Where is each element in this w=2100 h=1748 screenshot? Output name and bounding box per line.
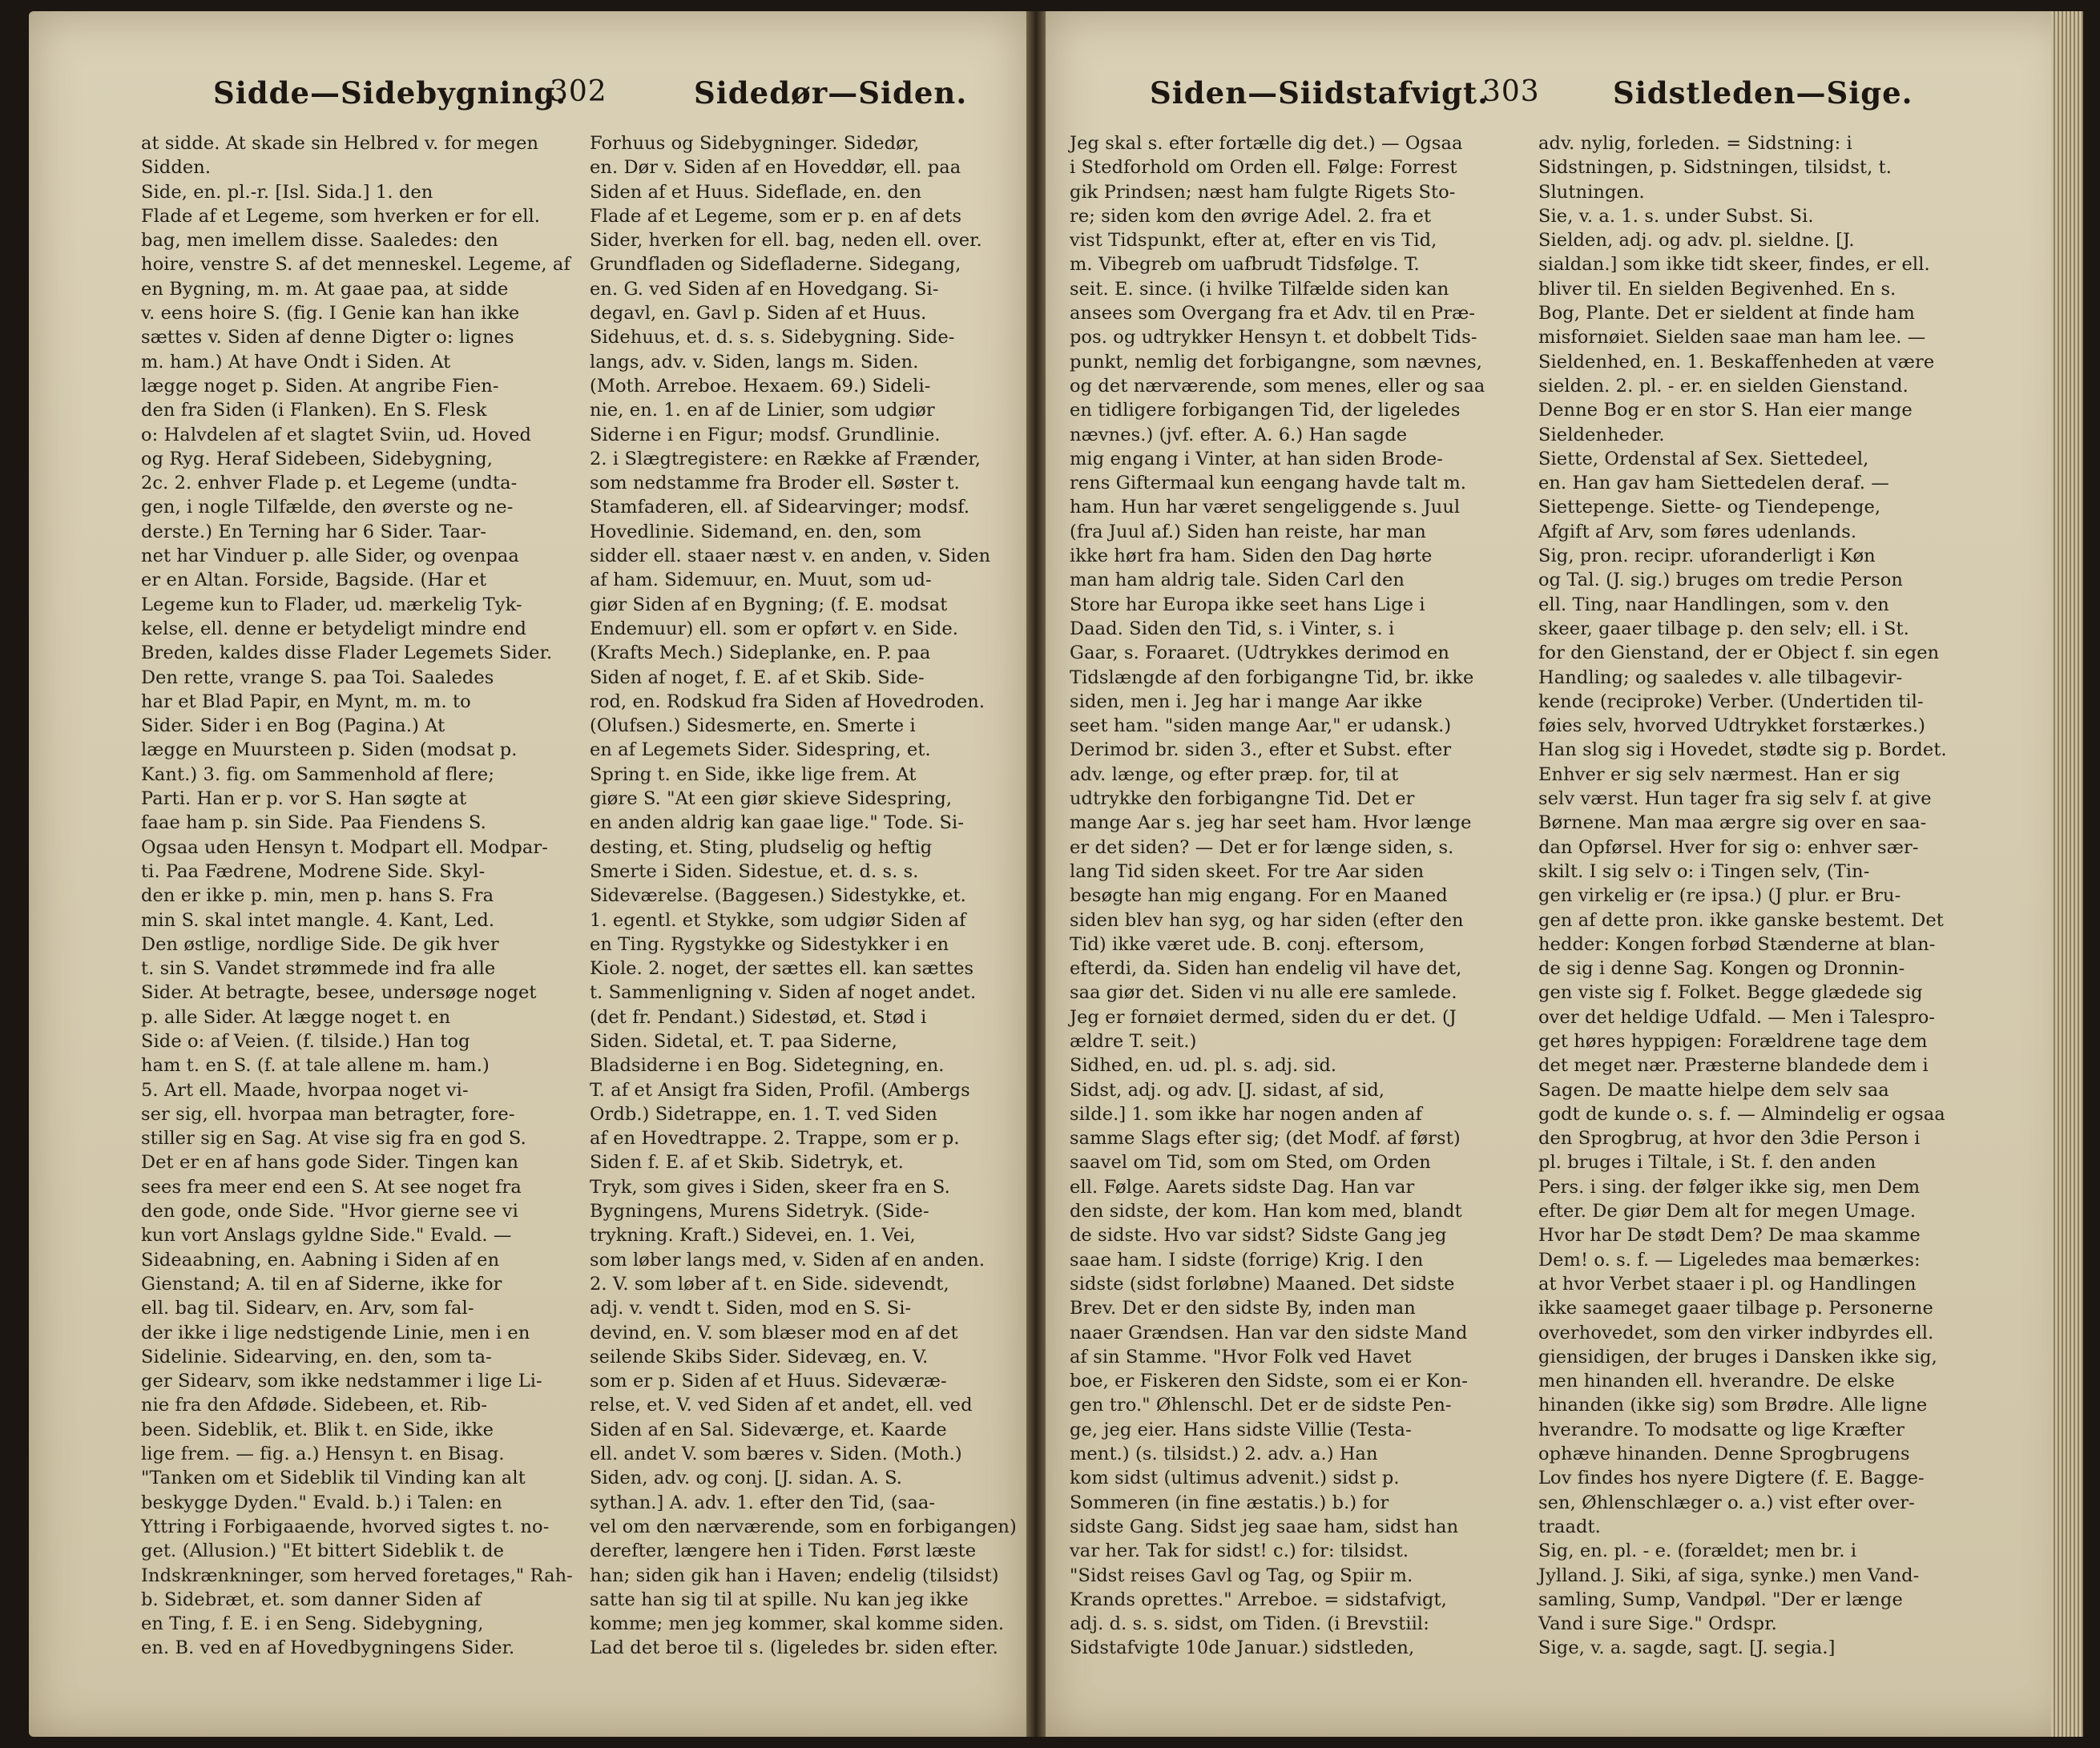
text-line: føies selv, hvorved Udtrykket forstærkes.) <box>1538 715 1925 737</box>
text-line: Daad. Siden den Tid, s. i Vinter, s. i <box>1070 618 1395 639</box>
text-line: pos. og udtrykker Hensyn t. et dobbelt Tids- <box>1070 327 1477 348</box>
text-line: t. Sammenligning v. Siden af noget andet. <box>590 982 977 1004</box>
text-line: adj. v. vendt t. Siden, mod en S. Si- <box>590 1298 912 1319</box>
book-gutter <box>1026 11 1046 1737</box>
text-line: Børnene. Man maa ærgre sig over en saa- <box>1538 812 1927 834</box>
text-line: desting, et. Sting, pludselig og heftig <box>590 836 933 858</box>
text-line: saae ham. I sidste (forrige) Krig. I den <box>1070 1249 1424 1271</box>
text-line: ophæve hinanden. Denne Sprogbrugens <box>1538 1444 1910 1465</box>
text-line: den Sprogbrug, at hvor den 3die Person i <box>1538 1128 1921 1150</box>
text-line: Siden. Sidetal, et. T. paa Siderne, <box>590 1030 898 1052</box>
text-line: Sidden. <box>141 157 212 179</box>
text-line: en tidligere forbigangen Tid, der ligeledes <box>1070 400 1461 421</box>
text-line: Sidstafvigte 10de Januar.) sidstleden, <box>1070 1637 1415 1659</box>
text-line: adj. d. s. s. sidst, om Tiden. (i Brevstiil: <box>1070 1613 1429 1635</box>
text-line: Ogsaa uden Hensyn t. Modpart ell. Modpar- <box>141 836 548 858</box>
text-line: ell. bag til. Sidearv, en. Arv, som fal- <box>141 1298 474 1319</box>
text-line: Krands oprettes." Arreboe. = sidstafvigt, <box>1070 1589 1447 1610</box>
text-line: Legeme kun to Flader, ud. mærkelig Tyk- <box>141 594 522 615</box>
text-line: komme; men jeg kommer, skal komme siden. <box>590 1613 1005 1635</box>
text-line: seilende Skibs Sider. Sidevæg, en. V. <box>590 1346 929 1367</box>
text-line: Lov findes hos nyere Digtere (f. E. Bagge- <box>1538 1468 1925 1489</box>
text-line: Jeg skal s. efter fortælle dig det.) — Ogsaa <box>1070 133 1463 154</box>
text-line: hverandre. To modsatte og lige Kræfter <box>1538 1419 1905 1440</box>
text-line: samme Slags efter sig; (det Modf. af først) <box>1070 1128 1461 1150</box>
text-line: 5. Art ell. Maade, hvorpaa noget vi- <box>141 1079 469 1101</box>
text-line: Sider, hverken for ell. bag, neden ell. over. <box>590 230 982 252</box>
text-line: hedder: Kongen forbød Stænderne at blan- <box>1538 933 1936 955</box>
text-line: Sieldenheder. <box>1538 424 1665 445</box>
text-line: Lad det beroe til s. (ligeledes br. siden efter. <box>590 1637 998 1659</box>
text-line: re; siden kom den øvrige Adel. 2. fra et <box>1070 205 1432 227</box>
text-line: en af Legemets Sider. Sidespring, et. <box>590 739 931 761</box>
text-line: som er p. Siden af et Huus. Sideværæ- <box>590 1371 947 1392</box>
text-line: og det nærværende, som menes, eller og saa <box>1070 375 1485 397</box>
text-line: "Tanken om et Sideblik til Vinding kan alt <box>141 1468 526 1489</box>
text-line: Jeg er fornøiet dermed, siden du er det. (J <box>1070 1006 1457 1028</box>
text-line: Siden, adv. og conj. [J. sidan. A. S. <box>590 1468 903 1489</box>
text-line: 1. egentl. et Stykke, som udgiør Siden af <box>590 909 966 931</box>
text-line: udtrykke den forbigangne Tid. Det er <box>1070 788 1415 810</box>
text-line: af ham. Sidemuur, en. Muut, som ud- <box>590 570 932 591</box>
left-running-head <box>29 75 1026 123</box>
text-line: boe, er Fiskeren den Sidste, som ei er Kon- <box>1070 1371 1469 1392</box>
text-line: pl. bruges i Tiltale, i St. f. den anden <box>1538 1152 1876 1174</box>
text-line: bag, men imellem disse. Saaledes: den <box>141 230 498 252</box>
text-line: ikke hørt fra ham. Siden den Dag hørte <box>1070 546 1433 567</box>
text-line: Sidstningen, p. Sidstningen, tilsidst, t. <box>1538 157 1892 179</box>
text-line: satte han sig til at spille. Nu kan jeg ikke <box>590 1589 969 1610</box>
text-line: er det siden? — Det er for længe siden, s. <box>1070 836 1454 858</box>
text-line: Sommeren (in fine æstatis.) b.) for <box>1070 1492 1389 1513</box>
right-page-head-right: Sidstleden—Sige. <box>1613 75 1913 111</box>
text-line: mange Aar s. jeg har seet ham. Hvor længe <box>1070 812 1472 834</box>
text-line: over det heldige Udfald. — Men i Talespro- <box>1538 1006 1936 1028</box>
text-line: Flade af et Legeme, som er p. en af dets <box>590 205 962 227</box>
text-line: lægge en Muursteen p. Siden (modsat p. <box>141 739 518 761</box>
text-line: giensidigen, der bruges i Dansken ikke sig, <box>1538 1346 1937 1367</box>
text-line: saa giør det. Siden vi nu alle ere samlede. <box>1070 982 1457 1004</box>
text-line: sees fra meer end een S. At see noget fra <box>141 1176 522 1198</box>
text-line: den sidste, der kom. Han kom med, blandt <box>1070 1201 1462 1222</box>
text-line: langs, adv. v. Siden, langs m. Siden. <box>590 351 919 373</box>
text-line: Sie, v. a. 1. s. under Subst. Si. <box>1538 205 1814 227</box>
text-line: saavel om Tid, som om Sted, om Orden <box>1070 1152 1431 1174</box>
text-line: den er ikke p. min, men p. hans S. Fra <box>141 885 494 907</box>
text-line: Handling; og saaledes v. alle tilbagevir- <box>1538 667 1903 688</box>
text-line: lige frem. — fig. a.) Hensyn t. en Bisag. <box>141 1444 505 1465</box>
text-line: siden, men i. Jeg har i mange Aar ikke <box>1070 691 1423 712</box>
text-line: Kiole. 2. noget, der sættes ell. kan sættes <box>590 958 974 980</box>
text-line: af sin Stamme. "Hvor Folk ved Havet <box>1070 1346 1412 1367</box>
right-page <box>1046 11 2075 1737</box>
text-line: punkt, nemlig det forbigangne, som nævnes, <box>1070 351 1483 373</box>
text-line: Sielden, adj. og adv. pl. sieldne. [J. <box>1538 230 1855 252</box>
text-line: Flade af et Legeme, som hverken er for ell. <box>141 205 541 227</box>
text-line: overhovedet, som den virker indbyrdes ell. <box>1538 1322 1934 1343</box>
text-line: derefter, længere hen i Tiden. Først læste <box>590 1541 977 1562</box>
text-line: vel om den nærværende, som en forbigangen) <box>590 1516 1017 1537</box>
text-line: Sideværelse. (Baggesen.) Sidestykke, et. <box>590 885 966 907</box>
text-line: silde.] 1. som ikke har nogen anden af <box>1070 1103 1422 1125</box>
text-line: kende (reciproke) Verber. (Undertiden til- <box>1538 691 1924 712</box>
text-line: m. Vibegreb om uafbrudt Tidsfølge. T. <box>1070 254 1420 276</box>
text-line: af en Hovedtrappe. 2. Trappe, som er p. <box>590 1128 960 1150</box>
text-line: Pers. i sing. der følger ikke sig, men Dem <box>1538 1176 1921 1198</box>
text-line: Gienstand; A. til en af Siderne, ikke for <box>141 1273 502 1295</box>
text-line: adv. længe, og efter præp. for, til at <box>1070 763 1399 785</box>
text-line: vist Tidspunkt, efter at, efter en vis Tid, <box>1070 230 1437 252</box>
text-line: Brev. Det er den sidste By, inden man <box>1070 1298 1416 1319</box>
text-line: get. (Allusion.) "Et bittert Sideblik t. de <box>141 1541 505 1562</box>
text-line: seet ham. "siden mange Aar," er udansk.) <box>1070 715 1452 737</box>
text-line: det meget nær. Præsterne blandede dem i <box>1538 1055 1929 1077</box>
text-line: 2. V. som løber af t. en Side. sidevendt, <box>590 1273 949 1295</box>
text-line: ell. andet V. som bæres v. Siden. (Moth.) <box>590 1444 962 1465</box>
text-line: seit. E. since. (i hvilke Tilfælde siden kan <box>1070 278 1449 300</box>
text-line: Denne Bog er en stor S. Han eier mange <box>1538 400 1913 421</box>
text-line: ser sig, ell. hvorpaa man betragter, fore- <box>141 1103 515 1125</box>
text-line: giør Siden af en Bygning; (f. E. modsat <box>590 594 948 615</box>
text-line: net har Vinduer p. alle Sider, og ovenpaa <box>141 546 519 567</box>
text-line: Sideaabning, en. Aabning i Siden af en <box>141 1249 500 1271</box>
text-line: ældre T. seit.) <box>1070 1030 1197 1052</box>
text-line: Side, en. pl.-r. [Isl. Sida.] 1. den <box>141 181 433 203</box>
text-line: skilt. I sig selv o: i Tingen selv, (Tin- <box>1538 860 1870 882</box>
text-line: kom sidst (ultimus advenit.) sidst p. <box>1070 1468 1400 1489</box>
text-line: relse, et. V. ved Siden af et andet, ell. ved <box>590 1395 973 1416</box>
text-line: Breden, kaldes disse Flader Legemets Sider. <box>141 642 553 664</box>
text-line: som løber langs med, v. Siden af en anden. <box>590 1249 986 1271</box>
text-line: Sieldenhed, en. 1. Beskaffenheden at være <box>1538 351 1935 373</box>
text-line: men hinanden ell. hverandre. De elske <box>1538 1371 1895 1392</box>
text-line: at hvor Verbet staaer i pl. og Handlingen <box>1538 1273 1917 1295</box>
text-line: de sidste. Hvo var sidst? Sidste Gang jeg <box>1070 1225 1447 1247</box>
text-line: T. af et Ansigt fra Siden, Profil. (Ambergs <box>590 1079 970 1101</box>
text-line: (det fr. Pendant.) Sidestød, et. Stød i <box>590 1006 927 1028</box>
text-line: misfornøiet. Sielden saae man ham lee. — <box>1538 327 1926 348</box>
text-line: Jylland. J. Siki, af siga, synke.) men Vand- <box>1538 1565 1920 1586</box>
text-line: Sagen. De maatte hielpe dem selv saa <box>1538 1079 1889 1101</box>
left-page <box>29 11 1026 1737</box>
text-line: sialdan.] som ikke tidt skeer, findes, er ell. <box>1538 254 1930 276</box>
text-line: b. Sidebræt, et. som danner Siden af <box>141 1589 482 1610</box>
text-line: en Bygning, m. m. At gaae paa, at sidde <box>141 278 509 300</box>
text-line: han; siden gik han i Haven; endelig (tilsidst) <box>590 1565 999 1586</box>
text-line: lægge noget p. Siden. At angribe Fien- <box>141 375 499 397</box>
text-line: (fra Juul af.) Siden han reiste, har man <box>1070 521 1426 542</box>
text-line: Derimod br. siden 3., efter et Subst. efter <box>1070 739 1452 761</box>
text-line: Bygningens, Murens Sidetryk. (Side- <box>590 1201 929 1222</box>
text-line: ment.) (s. tilsidst.) 2. adv. a.) Han <box>1070 1444 1378 1465</box>
text-line: Den østlige, nordlige Side. De gik hver <box>141 933 499 955</box>
text-line: 2c. 2. enhver Flade p. et Legeme (undta- <box>141 473 518 494</box>
text-line: Siden f. E. af et Skib. Sidetryk, et. <box>590 1152 904 1174</box>
text-line: ti. Paa Fædrene, Modrene Side. Skyl- <box>141 860 486 882</box>
text-line: Forhuus og Sidebygninger. Sidedør, <box>590 133 920 154</box>
text-line: Sidst, adj. og adv. [J. sidast, af sid, <box>1070 1079 1385 1101</box>
text-line: besøgte han mig engang. For en Maaned <box>1070 885 1448 907</box>
text-line: sidste Gang. Sidst jeg saae ham, sidst han <box>1070 1516 1459 1537</box>
text-line: sielden. 2. pl. - er. en sielden Gienstand. <box>1538 375 1909 397</box>
text-line: er en Altan. Forside, Bagside. (Har et <box>141 570 487 591</box>
text-line: Afgift af Arv, som føres udenlands. <box>1538 521 1857 542</box>
text-line: Endemuur) ell. som er opført v. en Side. <box>590 618 959 639</box>
text-line: get høres hyppigen: Forældrene tage dem <box>1538 1030 1928 1052</box>
text-line: Tidslængde af den forbigangne Tid, br. ikke <box>1070 667 1474 688</box>
text-line: Den rette, vrange S. paa Toi. Saaledes <box>141 667 494 688</box>
text-line: gen af dette pron. ikke ganske bestemt. Det <box>1538 909 1944 931</box>
text-line: ell. Ting, naar Handlingen, som v. den <box>1538 594 1889 615</box>
text-line: som nedstamme fra Broder ell. Søster t. <box>590 473 960 494</box>
text-line: siden blev han syg, og har siden (efter den <box>1070 909 1464 931</box>
text-line: ansees som Overgang fra et Adv. til en Præ- <box>1070 303 1476 324</box>
text-line: Tid) ikke været ude. B. conj. eftersom, <box>1070 933 1425 955</box>
text-line: selv værst. Hun tager fra sig selv f. at give <box>1538 788 1932 810</box>
text-line: mig engang i Vinter, at han siden Brode- <box>1070 448 1444 469</box>
text-line: (Krafts Mech.) Sideplanke, en. P. paa <box>590 642 931 664</box>
text-line: ger Sidearv, som ikke nedstammer i lige Li- <box>141 1371 542 1392</box>
text-line: degavl, en. Gavl p. Siden af et Huus. <box>590 303 927 324</box>
text-line: derste.) En Terning har 6 Sider. Taar- <box>141 521 487 542</box>
text-line: en. Dør v. Siden af en Hoveddør, ell. paa <box>590 157 961 179</box>
text-line: stiller sig en Sag. At vise sig fra en god S. <box>141 1128 526 1150</box>
text-line: Stamfaderen, ell. af Sidearvinger; modsf. <box>590 497 970 518</box>
text-line: Siderne i en Figur; modsf. Grundlinie. <box>590 424 941 445</box>
text-line: Spring t. en Side, ikke lige frem. At <box>590 763 917 785</box>
text-line: "Sidst reises Gavl og Tag, og Spiir m. <box>1070 1565 1413 1586</box>
left-page-head-right: Sidedør—Siden. <box>694 75 968 111</box>
text-line: efter. De giør Dem alt for megen Umage. <box>1538 1201 1917 1222</box>
text-line: traadt. <box>1538 1516 1601 1537</box>
text-line: rod, en. Rodskud fra Siden af Hovedroden. <box>590 691 986 712</box>
text-line: Sidelinie. Sidearving, en. den, som ta- <box>141 1346 492 1367</box>
text-line: Sider. Sider i en Bog (Pagina.) At <box>141 715 445 737</box>
text-line: en Ting, f. E. i en Seng. Sidebygning, <box>141 1613 484 1635</box>
text-line: Gaar, s. Foraaret. (Udtrykkes derimod en <box>1070 642 1450 664</box>
text-line: der ikke i lige nedstigende Linie, men i en <box>141 1322 530 1343</box>
text-line: Sige, v. a. sagde, sagt. [J. segia.] <box>1538 1637 1836 1659</box>
right-page-number: 303 <box>1482 75 1540 108</box>
text-line: en. B. ved en af Hovedbygningens Sider. <box>141 1637 515 1659</box>
text-line: Store har Europa ikke seet hans Lige i <box>1070 594 1425 615</box>
text-line: man ham aldrig tale. Siden Carl den <box>1070 570 1405 591</box>
right-page-column-1 <box>1070 131 1518 1659</box>
left-page-column-1 <box>141 131 578 1659</box>
text-line: hinanden (ikke sig) som Brødre. Alle ligne <box>1538 1395 1928 1416</box>
left-page-column-2 <box>590 131 1026 1659</box>
text-line: ge, jeg eier. Hans sidste Villie (Testa- <box>1070 1419 1412 1440</box>
text-line: Sidhed, en. ud. pl. s. adj. sid. <box>1070 1055 1337 1077</box>
text-line: en. Han gav ham Siettedelen deraf. — <box>1538 473 1889 494</box>
text-line: sythan.] A. adv. 1. efter den Tid, (saa- <box>590 1492 936 1513</box>
text-line: 2. i Slægtregistere: en Række af Frænder, <box>590 448 981 469</box>
text-line: devind, en. V. som blæser mod en af det <box>590 1322 958 1343</box>
text-line: nævnes.) (jvf. efter. A. 6.) Han sagde <box>1070 424 1408 445</box>
text-line: p. alle Sider. At lægge noget t. en <box>141 1006 451 1028</box>
text-line: den fra Siden (i Flanken). En S. Flesk <box>141 400 487 421</box>
text-line: ham t. en S. (f. at tale allene m. ham.) <box>141 1055 490 1077</box>
text-line: ikke saameget gaaer tilbage p. Personerne <box>1538 1298 1933 1319</box>
text-line: Hvor har De stødt Dem? De maa skamme <box>1538 1225 1921 1247</box>
text-line: gik Prindsen; næst ham fulgte Rigets Sto- <box>1070 181 1456 203</box>
text-line: Bog, Plante. Det er sieldent at finde ham <box>1538 303 1915 324</box>
page-edges <box>2051 11 2083 1737</box>
text-line: en Ting. Rygstykke og Sidestykker i en <box>590 933 949 955</box>
text-line: been. Sideblik, et. Blik t. en Side, ikke <box>141 1419 494 1440</box>
text-line: Indskrænkninger, som herved foretages," Rah- <box>141 1565 573 1586</box>
text-line: Slutningen. <box>1538 181 1645 203</box>
text-line: Siettepenge. Siette- og Tiendepenge, <box>1538 497 1881 518</box>
text-line: Ordb.) Sidetrappe, en. 1. T. ved Siden <box>590 1103 937 1125</box>
text-line: Enhver er sig selv nærmest. Han er sig <box>1538 763 1900 785</box>
text-line: (Moth. Arreboe. Hexaem. 69.) Sideli- <box>590 375 931 397</box>
text-line: sættes v. Siden af denne Digter o: lignes <box>141 327 514 348</box>
text-line: og Tal. (J. sig.) bruges om tredie Person <box>1538 570 1904 591</box>
text-line: trykning. Kraft.) Sidevei, en. 1. Vei, <box>590 1225 916 1247</box>
text-line: den gode, onde Side. "Hvor gierne see vi <box>141 1201 518 1222</box>
text-line: Sider. At betragte, besee, undersøge noget <box>141 982 537 1004</box>
text-line: sen, Øhlenschlæger o. a.) vist efter over- <box>1538 1492 1915 1513</box>
text-line: og Ryg. Heraf Sidebeen, Sidebygning, <box>141 448 493 469</box>
text-line: lang Tid siden skeet. For tre Aar siden <box>1070 860 1425 882</box>
text-line: beskygge Dyden." Evald. b.) i Talen: en <box>141 1492 502 1513</box>
left-page-head-left: Sidde—Sidebygning. <box>213 75 567 111</box>
text-line: ell. Følge. Aarets sidste Dag. Han var <box>1070 1176 1415 1198</box>
text-line: Dem! o. s. f. — Ligeledes maa bemærkes: <box>1538 1249 1921 1271</box>
text-line: efterdi, da. Siden han endelig vil have det, <box>1070 958 1462 980</box>
text-line: sidste (sidst forløbne) Maaned. Det sidste <box>1070 1273 1455 1295</box>
text-line: Grundfladen og Sidefladerne. Sidegang, <box>590 254 961 276</box>
text-line: de sig i denne Sag. Kongen og Dronnin- <box>1538 958 1905 980</box>
text-line: at sidde. At skade sin Helbred v. for megen <box>141 133 539 154</box>
text-line: min S. skal intet mangle. 4. Kant, Led. <box>141 909 495 931</box>
text-line: gen, i nogle Tilfælde, den øverste og ne- <box>141 497 514 518</box>
text-line: en anden aldrig kan gaae lige." Tode. Si- <box>590 812 965 834</box>
text-line: Det er en af hans gode Sider. Tingen kan <box>141 1152 519 1174</box>
text-line: v. eens hoire S. (fig. I Genie kan han ikke <box>141 303 520 324</box>
text-line: Vand i sure Sige." Ordspr. <box>1538 1613 1777 1635</box>
text-line: Han slog sig i Hovedet, stødte sig p. Bordet. <box>1538 739 1947 761</box>
text-line: gen tro." Øhlenschl. Det er de sidste Pen- <box>1070 1395 1452 1416</box>
text-line: Kant.) 3. fig. om Sammenhold af flere; <box>141 763 495 785</box>
text-line: dan Opførsel. Hver for sig o: enhver sær- <box>1538 836 1919 858</box>
text-line: kelse, ell. denne er betydeligt mindre end <box>141 618 526 639</box>
right-running-head <box>1046 75 2075 123</box>
text-line: var her. Tak for sidst! c.) for: tilsidst. <box>1070 1541 1409 1562</box>
text-line: giøre S. "At een giør skieve Sidespring, <box>590 788 953 810</box>
text-line: Bladsiderne i en Bog. Sidetegning, en. <box>590 1055 945 1077</box>
text-line: Siden af en Sal. Sideværge, et. Kaarde <box>590 1419 947 1440</box>
right-page-column-2 <box>1538 131 1983 1659</box>
text-line: adv. nylig, forleden. = Sidstning: i <box>1538 133 1852 154</box>
text-line: Tryk, som gives i Siden, skeer fra en S. <box>590 1176 950 1198</box>
text-line: i Stedforhold om Orden ell. Følge: Forrest <box>1070 157 1457 179</box>
text-line: gen viste sig f. Folket. Begge glædede sig <box>1538 982 1923 1004</box>
text-line: Sidehuus, et. d. s. s. Sidebygning. Side- <box>590 327 955 348</box>
text-line: Sig, pron. recipr. uforanderligt i Køn <box>1538 546 1876 567</box>
text-line: Parti. Han er p. vor S. Han søgte at <box>141 788 467 810</box>
text-line: t. sin S. Vandet strømmede ind fra alle <box>141 958 496 980</box>
text-line: Siden af et Huus. Sideflade, en. den <box>590 181 922 203</box>
text-line: Hovedlinie. Sidemand, en. den, som <box>590 521 922 542</box>
text-line: m. ham.) At have Ondt i Siden. At <box>141 351 451 373</box>
text-line: Siette, Ordenstal af Sex. Siettedeel, <box>1538 448 1869 469</box>
text-line: (Olufsen.) Sidesmerte, en. Smerte i <box>590 715 916 737</box>
text-line: en. G. ved Siden af en Hovedgang. Si- <box>590 278 939 300</box>
left-page-number: 302 <box>550 75 607 108</box>
text-line: nie, en. 1. en af de Linier, som udgiør <box>590 400 935 421</box>
text-line: hoire, venstre S. af det menneskel. Legeme, af <box>141 254 570 276</box>
text-line: bliver til. En sielden Begivenhed. En s. <box>1538 278 1896 300</box>
right-page-head-left: Siden—Siidstafvigt. <box>1150 75 1489 111</box>
text-line: Siden af noget, f. E. af et Skib. Side- <box>590 667 925 688</box>
text-line: Yttring i Forbigaaende, hvorved sigtes t. no- <box>141 1516 550 1537</box>
text-line: Sig, en. pl. - e. (forældet; men br. i <box>1538 1541 1857 1562</box>
text-line: nie fra den Afdøde. Sidebeen, et. Rib- <box>141 1395 488 1416</box>
text-line: faae ham p. sin Side. Paa Fiendens S. <box>141 812 486 834</box>
text-line: godt de kunde o. s. f. — Almindelig er ogsaa <box>1538 1103 1945 1125</box>
text-line: Side o: af Veien. (f. tilside.) Han tog <box>141 1030 470 1052</box>
text-line: gen virkelig er (re ipsa.) (J plur. er Bru- <box>1538 885 1901 907</box>
text-line: samling, Sump, Vandpøl. "Der er længe <box>1538 1589 1903 1610</box>
text-line: skeer, gaaer tilbage p. den selv; ell. i St. <box>1538 618 1909 639</box>
text-line: for den Gienstand, der er Object f. sin egen <box>1538 642 1940 664</box>
text-line: ham. Hun har været sengeliggende s. Juul <box>1070 497 1461 518</box>
text-line: har et Blad Papir, en Mynt, m. m. to <box>141 691 471 712</box>
text-line: o: Halvdelen af et slagtet Sviin, ud. Hoved <box>141 424 532 445</box>
text-line: sidder ell. staaer næst v. en anden, v. Siden <box>590 546 991 567</box>
text-line: rens Giftermaal kun eengang havde talt m. <box>1070 473 1467 494</box>
text-line: Smerte i Siden. Sidestue, et. d. s. s. <box>590 860 919 882</box>
text-line: kun vort Anslags gyldne Side." Evald. — <box>141 1225 512 1247</box>
text-line: naaer Grændsen. Han var den sidste Mand <box>1070 1322 1468 1343</box>
